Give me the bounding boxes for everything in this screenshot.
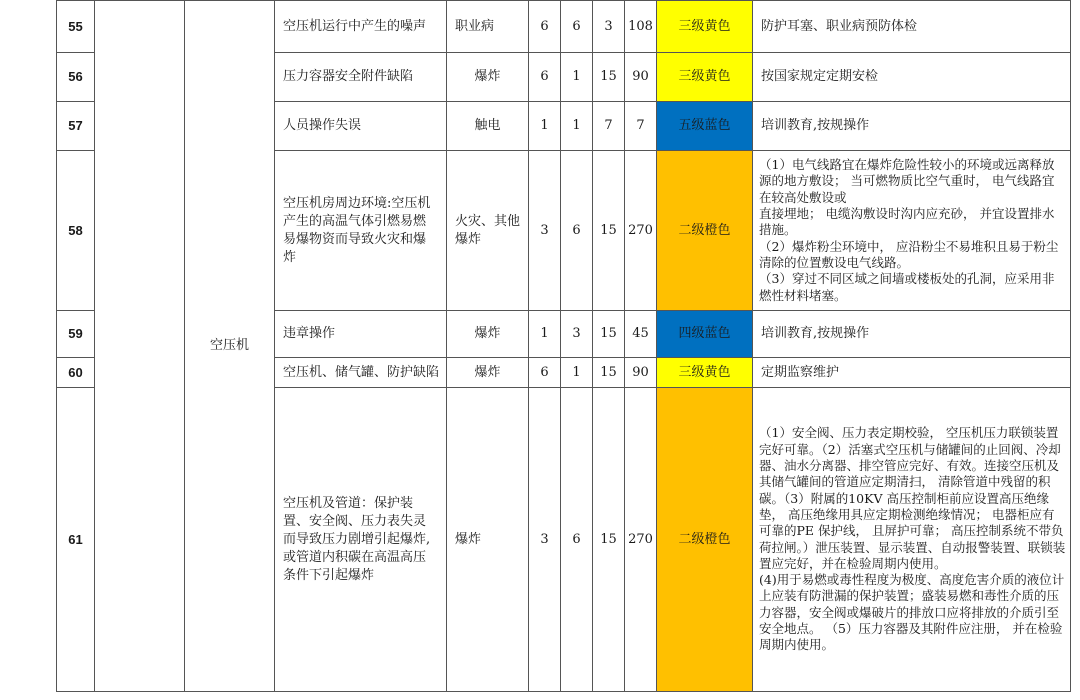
row-number: 59	[57, 311, 95, 358]
likelihood-value: 1	[529, 102, 561, 151]
measure-line: （2）爆炸粉尘环境中， 应沿粉尘不易堆积且易于粉尘清除的位置敷设电气线路。	[759, 238, 1059, 270]
accident-type: 火灾、其他爆炸	[447, 151, 529, 311]
likelihood-value: 6	[529, 358, 561, 388]
risk-level: 三级黄色	[657, 358, 753, 388]
accident-type: 触电	[447, 102, 529, 151]
table-row	[57, 1, 1071, 53]
exposure-value: 1	[561, 358, 593, 388]
hazard-description: 空压机房周边环境:空压机产生的高温气体引燃易燃易爆物资而导致火灾和爆炸	[275, 151, 447, 311]
risk-score: 270	[625, 388, 657, 692]
risk-score: 90	[625, 53, 657, 102]
row-number: 56	[57, 53, 95, 102]
control-measures: 按国家规定定期安检	[753, 53, 1071, 102]
exposure-value: 3	[561, 311, 593, 358]
control-measures: 培训教育,按规操作	[753, 311, 1071, 358]
exposure-value: 1	[561, 102, 593, 151]
exposure-value: 6	[561, 151, 593, 311]
hazard-description: 违章操作	[275, 311, 447, 358]
row-number: 61	[57, 388, 95, 692]
blank-column	[95, 1, 185, 692]
likelihood-value: 6	[529, 1, 561, 53]
risk-level: 三级黄色	[657, 1, 753, 53]
consequence-value: 15	[593, 53, 625, 102]
accident-type: 职业病	[447, 1, 529, 53]
risk-level: 二级橙色	[657, 151, 753, 311]
hazard-table	[56, 0, 1071, 692]
control-measures: 定期监察维护	[753, 358, 1071, 388]
risk-level: 五级蓝色	[657, 102, 753, 151]
equipment-group-label: 空压机	[185, 1, 275, 692]
row-number: 57	[57, 102, 95, 151]
consequence-value: 15	[593, 358, 625, 388]
measure-line: （3）穿过不同区域之间墙或楼板处的孔洞，应采用非燃性材料堵塞。	[759, 271, 1055, 303]
control-measures: 培训教育,按规操作	[753, 102, 1071, 151]
accident-type: 爆炸	[447, 53, 529, 102]
row-number: 55	[57, 1, 95, 53]
risk-level: 四级蓝色	[657, 311, 753, 358]
hazard-description: 空压机及管道：保护装置、安全阀、压力表失灵而导致压力剧增引起爆炸,或管道内积碳在高温高压条件下引起爆炸	[275, 388, 447, 692]
exposure-value: 1	[561, 53, 593, 102]
consequence-value: 15	[593, 388, 625, 692]
control-measures	[753, 151, 1071, 311]
consequence-value: 15	[593, 311, 625, 358]
measure-line: (4)用于易燃或毒性程度为极度、高度危害介质的液位计上应装有防泄漏的保护装置；盛装易燃和毒性介质的压力容器，安全阀或爆破片的排放口应将排放的介质引至安全地点。 （5）压力容器及其附件应注册， 并在检验周期内使用。	[759, 572, 1065, 653]
risk-score: 90	[625, 358, 657, 388]
risk-score: 108	[625, 1, 657, 53]
risk-level: 三级黄色	[657, 53, 753, 102]
measure-line: 直接埋地； 电缆沟敷设时沟内应充砂， 并宜设置排水措施。	[759, 206, 1055, 238]
row-number: 60	[57, 358, 95, 388]
hazard-description: 空压机运行中产生的噪声	[275, 1, 447, 53]
risk-score: 45	[625, 311, 657, 358]
hazard-description: 人员操作失误	[275, 102, 447, 151]
measure-line: （1）电气线路宜在爆炸危险性较小的环境或远离释放源的地方敷设； 当可燃物质比空气重时， 电气线路宜在较高处敷设或	[759, 157, 1055, 205]
likelihood-value: 3	[529, 151, 561, 311]
risk-level: 二级橙色	[657, 388, 753, 692]
likelihood-value: 6	[529, 53, 561, 102]
row-number: 58	[57, 151, 95, 311]
measure-line: （1）安全阀、压力表定期校验， 空压机压力联锁装置完好可靠。（2）活塞式空压机与储罐间的止回阀、冷却器、油水分离器、排空管应完好、有效。连接空压机及其储气罐间的管道应定期清扫， 清除管道中残留的积碳。（3）附属的10KV 高压控制柜前应设置高压绝缘垫， 高压绝缘用具应定期检测绝缘情况； 电器柜应有可靠的PE 保护线， 且屏护可靠； 高压控制系统不带负荷拉闸。）泄压装置、显示装置、自动报警装置、联锁装置应完好，并在检验周期内使用。	[759, 425, 1066, 571]
control-measures: 防护耳塞、职业病预防体检	[753, 1, 1071, 53]
accident-type: 爆炸	[447, 358, 529, 388]
consequence-value: 3	[593, 1, 625, 53]
likelihood-value: 1	[529, 311, 561, 358]
likelihood-value: 3	[529, 388, 561, 692]
hazard-description: 压力容器安全附件缺陷	[275, 53, 447, 102]
risk-score: 270	[625, 151, 657, 311]
risk-score: 7	[625, 102, 657, 151]
accident-type: 爆炸	[447, 388, 529, 692]
consequence-value: 7	[593, 102, 625, 151]
control-measures	[753, 388, 1071, 692]
consequence-value: 15	[593, 151, 625, 311]
accident-type: 爆炸	[447, 311, 529, 358]
exposure-value: 6	[561, 1, 593, 53]
hazard-description: 空压机、储气罐、防护缺陷	[275, 358, 447, 388]
exposure-value: 6	[561, 388, 593, 692]
